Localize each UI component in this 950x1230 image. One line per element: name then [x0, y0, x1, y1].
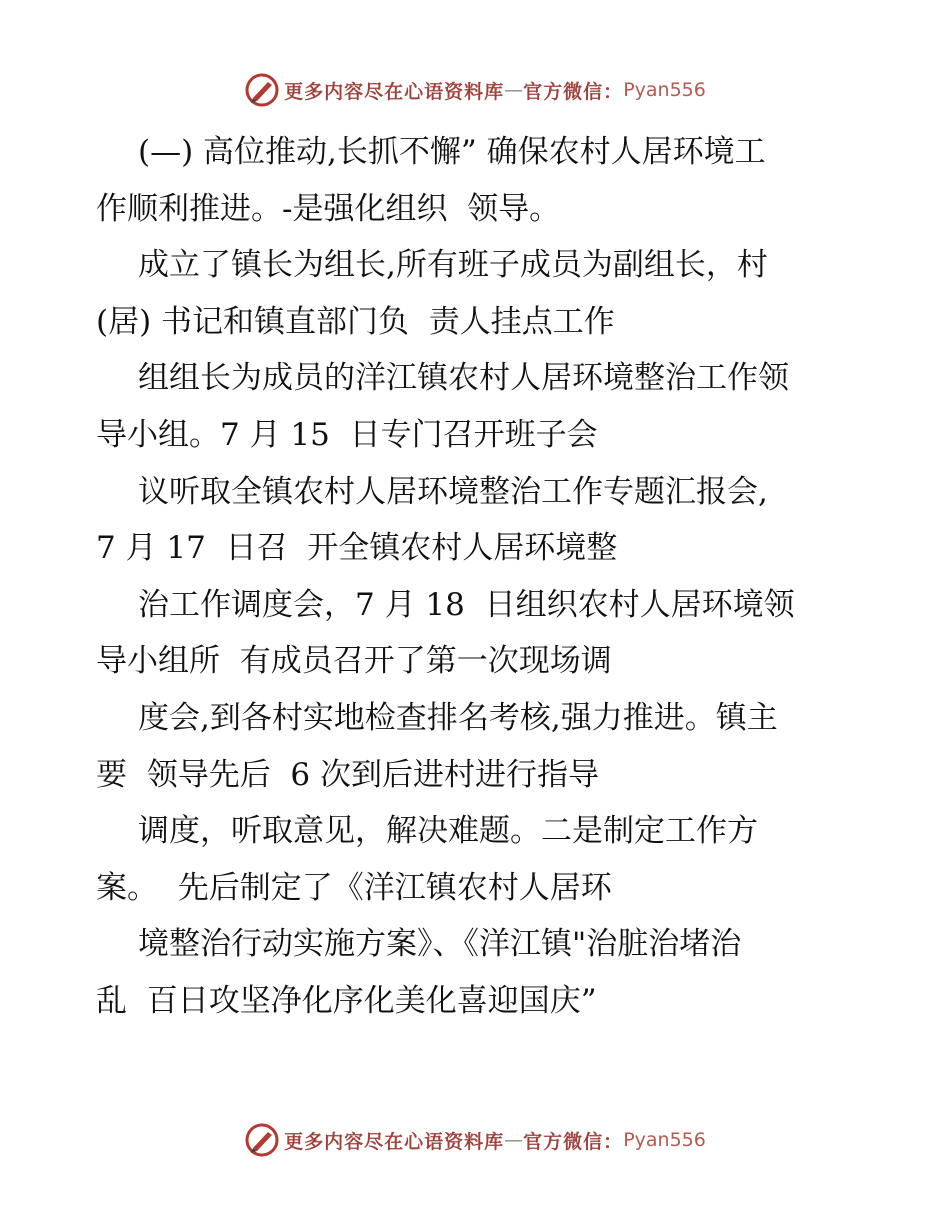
text-line: 7 月 17 日召 开全镇农村人居环境整 [96, 530, 618, 567]
banner-dash: — [504, 79, 524, 101]
text-line: (—) 高位推动,长抓不懈” 确保农村人居环境工 [138, 134, 766, 170]
text-line: 度会,到各村实地检查排名考核,强力推进。镇主 [138, 699, 778, 736]
text-line: 乱 百日攻坚净化序化美化喜迎国庆” [96, 982, 597, 1019]
text-line: 成立了镇长为组长,所有班子成员为副组长，村 [138, 247, 768, 284]
text-line: 案。 先后制定了《洋江镇农村人居环 [96, 869, 612, 906]
banner-wechat-label: 官方微信： [523, 1130, 624, 1153]
text-line: 要 领导先后 6 次到后进村进行指导 [96, 756, 599, 793]
text-line: 境整治行动实施方案》、《洋江镇"治脏治堵治 [138, 926, 742, 963]
footer-banner [0, 1122, 950, 1158]
banner-wechat-id: Pyan556 [623, 79, 706, 101]
text-line: 治工作调度会，7 月 18 日组织农村人居环境领 [138, 586, 795, 623]
text-line: 组组长为成员的洋江镇农村人居环境整治工作领 [138, 360, 789, 397]
pen-logo-icon [244, 72, 280, 108]
banner-text: 更多内容尽在心语资料库 [284, 80, 505, 103]
pen-logo-icon [244, 1122, 280, 1158]
banner-text: 更多内容尽在心语资料库 [284, 1130, 505, 1153]
banner-wechat-label: 官方微信： [523, 80, 624, 103]
text-line: 导小组。7 月 15 日专门召开班子会 [96, 416, 598, 453]
text-line: 议听取全镇农村人居环境整治工作专题汇报会, [138, 473, 768, 510]
banner-wechat-id: Pyan556 [623, 1129, 706, 1151]
text-line: 调度，听取意见，解决难题。二是制定工作方 [138, 813, 758, 850]
banner-dash: — [504, 1129, 524, 1151]
document-body [96, 124, 856, 1030]
text-line: (居) 书记和镇直部门负 责人挂点工作 [96, 303, 615, 340]
text-line: 作顺利推进。-是强化组织 领导。 [96, 190, 561, 227]
text-line: 导小组所 有成员召开了第一次现场调 [96, 643, 612, 680]
header-banner [0, 72, 950, 108]
